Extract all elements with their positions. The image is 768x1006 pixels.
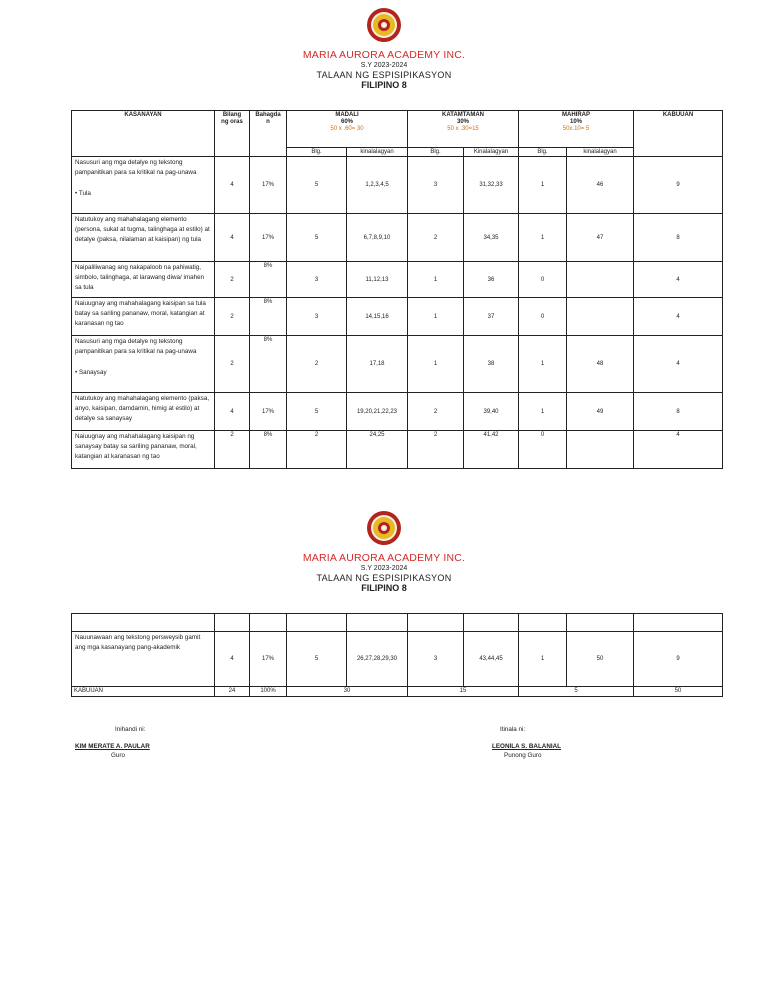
prepared-name: KIM MERATE A. PAULAR [75,743,150,750]
totals-mahirap: 5 [519,687,634,697]
noted-label: Itinala ni: [500,726,526,733]
subheader-blg: Blg. [287,148,347,157]
mahirap-kin-cell: 47 [567,214,634,262]
header-madali: MADALI 60% 50 x .60= 30 [287,111,408,148]
katamtaman-blg-cell: 2 [408,393,464,431]
katamtaman-blg-cell: 3 [408,632,464,687]
mahirap-blg-cell: 0 [519,262,567,298]
table-row [72,262,723,298]
katamtaman-kin-cell: 37 [464,298,519,336]
mahirap-kin-cell [567,298,634,336]
katamtaman-blg-cell: 3 [408,157,464,214]
madali-kin-cell: 11,12,13 [347,262,408,298]
subject-title: FILIPINO 8 [361,80,407,90]
total-cell: 9 [634,632,723,687]
total-cell: 4 [634,298,723,336]
madali-kin-cell: 26,27,28,29,30 [347,632,408,687]
madali-kin-cell: 1,2,3,4,5 [347,157,408,214]
katamtaman-kin-cell: 31,32,33 [464,157,519,214]
subject-title: FILIPINO 8 [361,583,407,593]
madali-blg-cell: 5 [287,393,347,431]
subheader-kinalalagyan: Kinalalagyan [464,148,519,157]
totals-katamtaman: 15 [408,687,519,697]
subheader-blg: Blg. [408,148,464,157]
madali-kin-cell: 14,15,16 [347,298,408,336]
document-title: TALAAN NG ESPISIPIKASYON [316,573,452,583]
skill-bullet: • Tula [75,190,91,197]
table-row [72,214,723,262]
madali-blg-cell: 2 [287,336,347,393]
madali-blg-cell: 3 [287,262,347,298]
oras-cell: 2 [215,336,250,393]
madali-blg-cell: 2 [287,431,347,469]
skill-cell [72,298,215,336]
skill-cell: Nauunawaan ang tekstong persweysib gamit ang mga kasanayang pang-akademik [72,632,215,687]
table-row [72,336,723,393]
madali-kin-cell: 19,20,21,22,23 [347,393,408,431]
header-kasanayan: KASANAYAN [72,111,215,157]
mahirap-kin-cell [567,431,634,469]
totals-madali: 30 [287,687,408,697]
mahirap-kin-cell [567,262,634,298]
document-title: TALAAN NG ESPISIPIKASYON [316,70,452,80]
page2-header [0,510,768,593]
table-row [72,632,723,687]
school-seal-icon [362,510,406,546]
oras-cell: 2 [215,431,250,469]
oras-cell: 2 [215,298,250,336]
school-name: MARIA AURORA ACADEMY INC. [302,552,466,564]
skill-text: Natutukoy ang mahahalagang elemento (paksa, anyo, kaisipan, damdamin, himig at estilo) at detalye sa sanaysay [75,395,210,422]
table-row [72,393,723,431]
totals-row [72,687,723,697]
mahirap-blg-cell: 0 [519,431,567,469]
page1-header [0,7,768,90]
specification-table-continued [71,613,723,697]
header-bilang: Bilang ng oras [215,111,250,157]
katamtaman-kin-cell: 43,44,45 [464,632,519,687]
prepared-role: Guro [111,752,125,759]
table-row [72,298,723,336]
oras-cell: 4 [215,393,250,431]
madali-blg-cell: 5 [287,157,347,214]
skill-text: Naiuugnay ang mahahalagang kaisipan ng sanaysay batay sa sariling pananaw, moral, katangian at karanasan ng tao [75,433,197,460]
total-cell: 4 [634,262,723,298]
subheader-blg: Blg. [519,148,567,157]
total-cell: 9 [634,157,723,214]
skill-text: Natutukoy ang mahahalagang elemento (persona, sukat at tugma, talinghaga at estilo) at detalye (paksa, nilalaman at kaisipan) ng tula [75,216,210,243]
katamtaman-kin-cell: 34,35 [464,214,519,262]
skill-cell [72,393,215,431]
mahirap-blg-cell: 1 [519,632,567,687]
pct-cell: 17% [250,393,287,431]
skill-cell [72,336,215,393]
header-kabuuan: KABUUAN [634,111,723,157]
total-cell: 4 [634,431,723,469]
noted-name: LEONILA S. BALANIAL [492,743,562,750]
pct-cell: 17% [250,214,287,262]
table-row [72,157,723,214]
katamtaman-blg-cell: 2 [408,214,464,262]
skill-text: Nasusuri ang mga detalye ng tekstong pampanitikan para sa kritikal na pag-unawa [75,159,197,176]
pct-cell: 8% [250,298,287,336]
school-year: S.Y 2023-2024 [360,62,408,69]
subheader-kinalalagyan: kinalalagyan [567,148,634,157]
mahirap-blg-cell: 1 [519,214,567,262]
totals-label: KABUUAN [72,687,215,697]
pct-cell: 8% [250,336,287,393]
katamtaman-kin-cell: 39,40 [464,393,519,431]
madali-kin-cell: 6,7,8,9,10 [347,214,408,262]
madali-blg-cell: 3 [287,298,347,336]
specification-table [71,110,723,469]
mahirap-blg-cell: 1 [519,336,567,393]
totals-oras: 24 [215,687,250,697]
header-mahirap: MAHIRAP 10% 50x.10= 5 [519,111,634,148]
oras-cell: 4 [215,157,250,214]
pct-cell: 8% [250,262,287,298]
skill-cell [72,214,215,262]
header-bahagdan: Bahagda n [250,111,287,157]
school-year: S.Y 2023-2024 [360,565,408,572]
katamtaman-kin-cell: 36 [464,262,519,298]
katamtaman-kin-cell: 41,42 [464,431,519,469]
table-row [72,431,723,469]
skill-cell [72,262,215,298]
oras-cell: 2 [215,262,250,298]
skill-cell [72,431,215,469]
school-name: MARIA AURORA ACADEMY INC. [302,49,466,61]
mahirap-kin-cell: 49 [567,393,634,431]
subheader-kinalalagyan: kinalalagyan [347,148,408,157]
total-cell: 4 [634,336,723,393]
skill-text: Nasusuri ang mga detalye ng tekstong pampanitikan para sa kritikal na pag-unawa [75,338,197,355]
katamtaman-blg-cell: 1 [408,262,464,298]
mahirap-blg-cell: 1 [519,393,567,431]
mahirap-kin-cell: 50 [567,632,634,687]
oras-cell: 4 [215,214,250,262]
madali-kin-cell: 17,18 [347,336,408,393]
school-seal-icon [362,7,406,43]
oras-cell: 4 [215,632,250,687]
mahirap-kin-cell: 46 [567,157,634,214]
skill-bullet: • Sanaysay [75,369,107,376]
mahirap-blg-cell: 1 [519,157,567,214]
mahirap-blg-cell: 0 [519,298,567,336]
madali-blg-cell: 5 [287,632,347,687]
madali-kin-cell: 24,25 [347,431,408,469]
blank-row [72,614,723,632]
header-katamtaman: KATAMTAMAN 30% 50 x .30=15 [408,111,519,148]
prepared-label: Inihandi ni: [115,726,146,733]
pct-cell: 8% [250,431,287,469]
madali-blg-cell: 5 [287,214,347,262]
skill-cell [72,157,215,214]
katamtaman-blg-cell: 1 [408,298,464,336]
skill-text: Naipaliliwanag ang nakapaloob na pahiwatig, simbolo, talinghaga, at larawang diwa/ imahen sa tula [75,264,205,291]
table-body [72,157,723,469]
totals-total: 50 [634,687,723,697]
totals-pct: 100% [250,687,287,697]
katamtaman-blg-cell: 1 [408,336,464,393]
katamtaman-blg-cell: 2 [408,431,464,469]
katamtaman-kin-cell: 38 [464,336,519,393]
noted-role: Punong Guro [504,752,542,759]
pct-cell: 17% [250,632,287,687]
total-cell: 8 [634,214,723,262]
total-cell: 8 [634,393,723,431]
pct-cell: 17% [250,157,287,214]
skill-text: Naiuugnay ang mahahalagang kaisipan sa tula batay sa sariling pananaw, moral, katangian at karanasan ng tao [75,300,206,327]
mahirap-kin-cell: 48 [567,336,634,393]
table-header-row [72,111,723,148]
